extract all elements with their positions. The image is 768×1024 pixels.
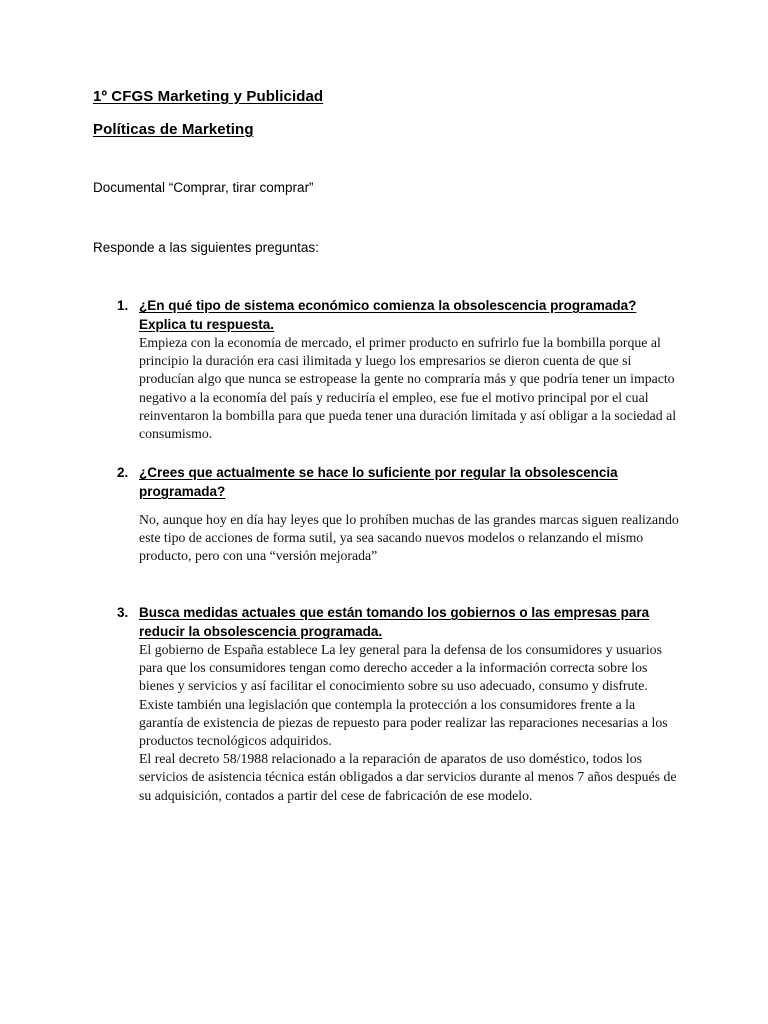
question-number: 1. (117, 298, 129, 313)
instructions: Responde a las siguientes preguntas: (93, 240, 319, 255)
answer-text (139, 511, 679, 566)
answer-text (139, 641, 679, 805)
documentary-title: Documental “Comprar, tirar comprar” (93, 180, 314, 195)
answer-paragraph: El real decreto 58/1988 relacionado a la reparación de aparatos de uso doméstico, todos los servicios de asistencia técnica están obligados a dar servicios durante al menos 7 años después de su adquisición, contados a partir del cese de fabricación de ese modelo. (139, 751, 677, 803)
subject-title: Políticas de Marketing (93, 121, 254, 138)
question-number: 2. (117, 465, 129, 480)
answer-paragraph: No, aunque hoy en día hay leyes que lo prohíben muchas de las grandes marcas siguen realizando este tipo de acciones de forma sutil, ya sea sacando nuevos modelos o relanzando el mismo producto, pero con una “versión mejorada” (139, 512, 679, 564)
question-text: Busca medidas actuales que están tomando los gobiernos o las empresas para reducir la obsolescencia programada. (139, 605, 650, 639)
question-text: ¿Crees que actualmente se hace lo suficiente por regular la obsolescencia programada? (139, 465, 618, 499)
answer-paragraph: Existe también una legislación que contempla la protección a los consumidores frente a la garantía de existencia de piezas de repuesto para poder realizar las reparaciones necesarias a los productos tecnológicos adquiridos. (139, 696, 668, 749)
answer-paragraph: El gobierno de España establece La ley general para la defensa de los consumidores y usuarios para que los consumidores tengan como derecho acceder a la información correcta sobre los bienes y servicios y así facilitar el conocimiento sobre su uso adecuado, consumo y disfrute. (139, 642, 662, 694)
question-number: 3. (117, 605, 129, 620)
answer-paragraph: Empieza con la economía de mercado, el primer producto en sufrirlo fue la bombilla porque al principio la duración era casi ilimitada y luego los empresarios se dieron cuenta de que si producían algo que nunca se estropease la gente no compraría más y que podría tener un impacto negativo a la economía del país y reduciría el empleo, ese fue el motivo principal por el cual reinventaron la bombilla para que pueda tener una duración limitada y así obligar a la sociedad al consumismo. (139, 335, 677, 442)
question-text: ¿En qué tipo de sistema económico comienza la obsolescencia programada? Explica tu respuesta. (139, 298, 637, 332)
course-title: 1º CFGS Marketing y Publicidad (93, 88, 324, 105)
answer-text (139, 334, 679, 443)
